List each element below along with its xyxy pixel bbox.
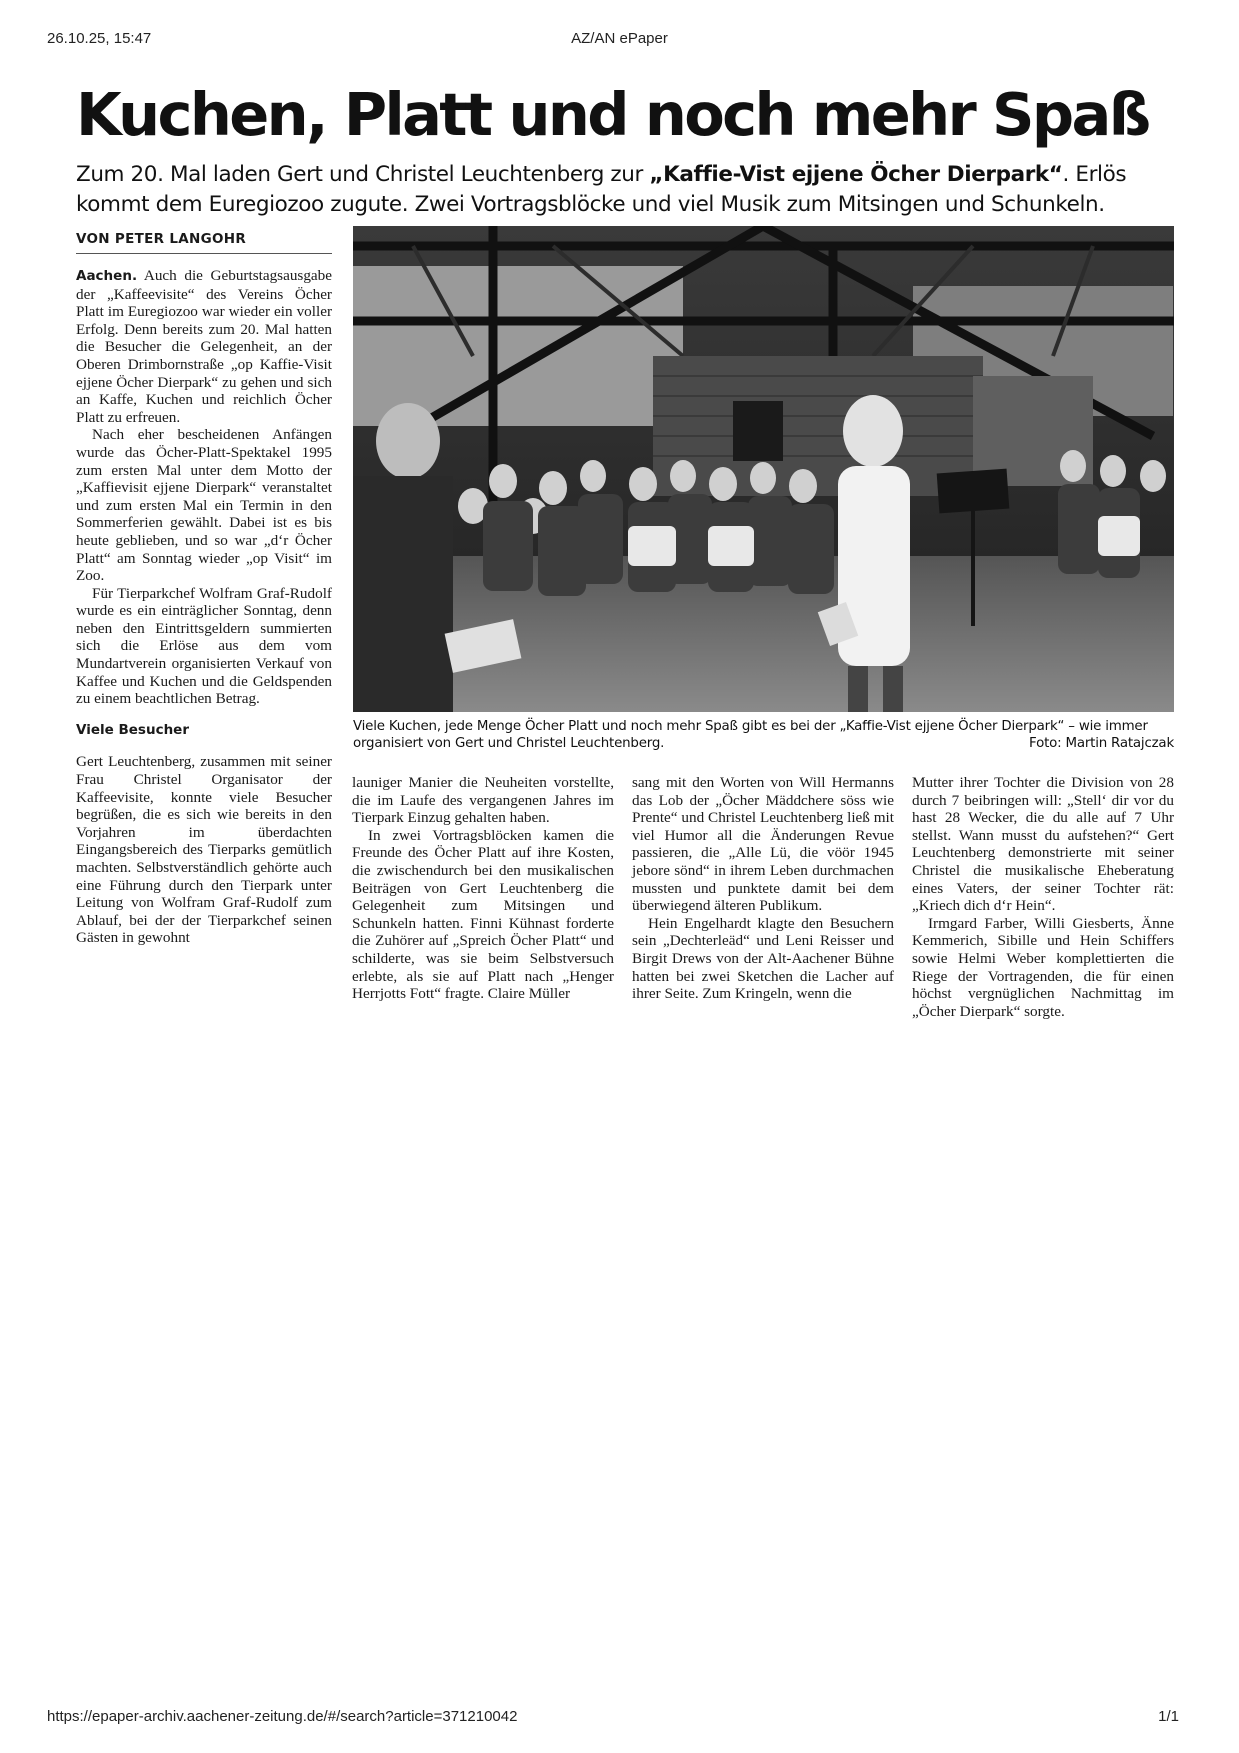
dateline: Aachen.	[76, 268, 138, 284]
subhead-event-name: „Kaffie-Vist ejjene Öcher Dierpark“	[649, 162, 1063, 187]
print-footer-page: 1/1	[1158, 1708, 1179, 1725]
article-column-3	[632, 774, 894, 1003]
photo-caption	[353, 718, 1174, 752]
print-header-site: AZ/AN ePaper	[571, 30, 668, 47]
article-column-2	[352, 774, 614, 1003]
photo-credit: Foto: Martin Ratajczak	[1029, 736, 1174, 751]
paragraph-visitors: Gert Leuchtenberg, zusammen mit seiner Frau Christel Organisator der Kaffeevisite, konnte viele Besucher begrüßen, die es sich wie bereits in den Vorjahren im überdachten Eingangsbereich des Tierparks gemütlich machten. Selbstverständlich gehörte auch eine Führung durch den Tierpark unter Leitung von Wolfram Graf-Rudolf zum Ablauf, bei der der Tierparkchef seinen Gästen in gewohnt	[76, 753, 332, 947]
print-header-datetime: 26.10.25, 15:47	[47, 30, 152, 47]
event-photo	[353, 226, 1174, 712]
paragraph-performances: In zwei Vortragsblöcken kamen die Freunde des Öcher Platt auf ihre Kosten, die zwischendurch bei den musikalischen Beiträgen von Gert Leuchtenberg die Gelegenheit zum Mitsingen und Schunkeln hatten. Finni Kühnast forderte die Zuhörer auf „Spreich Öcher Platt“ und schilderte, was sie beim Selbstversuch erlebte, als sie auf Platt nach „Henger Herrjotts Fott“ fragte. Claire Müller	[352, 826, 614, 1003]
paragraph-sketches: Hein Engelhardt klagte den Besuchern sein „Dechterleäd“ und Leni Reisser und Birgit Drews von der Alt-Aachener Bühne hatten bei zwei Sketchen die Lacher auf ihrer Seite. Zum Kringeln, wenn die	[632, 914, 894, 1003]
paragraph-sketches-continued: Mutter ihrer Tochter die Division von 28 durch 7 beibringen will: „Stell‘ dir vor du hast 28 Wecker, die du alle auf 7 Uhr stellst. Wann musst du aufstehen?“ Gert Leuchtenberg demonstrierte mit seiner Christel die musikalische Eheberatung eines Vaters, der seiner Tochter rät: „Kriech dich d‘r Hein“.	[912, 774, 1174, 915]
byline: VON PETER LANGOHR	[76, 231, 332, 254]
article-column-4	[912, 774, 1174, 1020]
paragraph-intro-text: Auch die Geburtstagsausgabe der „Kaffeevisite“ des Vereins Öcher Platt im Euregiozoo war wieder ein voller Erfolg. Denn bereits zum 20. Mal hatten die Besucher die Gelegenheit, an der Oberen Drimbornstraße „op Kaffie-Visit ejjene Öcher Dierpark“ zu gehen und sich an Kaffe, Kuchen und reichlich Öcher Platt zu erfreuen.	[76, 267, 332, 426]
subhead-text-end: . Erlös kommt dem Euregiozoo zugute. Zwei Vortragsblöcke und viel Musik zum Mitsingen und Schunkeln.	[76, 162, 1127, 217]
print-footer-url: https://epaper-archiv.aachener-zeitung.de/#/search?article=371210042	[47, 1708, 518, 1725]
paragraph-closing: Irmgard Farber, Willi Giesberts, Änne Kemmerich, Sibille und Hein Schiffers sowie Helmi Weber komplettierten die Riege der Vortragenden, die für einen höchst vergnüglichen Nachmittag im „Öcher Dierpark“ sorgte.	[912, 914, 1174, 1020]
headline: Kuchen, Platt und noch mehr Spaß	[76, 80, 1149, 149]
paragraph-intro	[76, 267, 332, 426]
paragraph-performances-continued: sang mit den Worten von Will Hermanns das Lob der „Öcher Mäddchere söss wie Prente“ und Christel Leuchtenberg ließ mit viel Humor all die Änderungen Revue passieren, die „Alle Lü, die vöör 1945 jebore sönd“ in ihrem Leben durchmachen mussten und punktete damit bei dem überwiegend älteren Publikum.	[632, 774, 894, 915]
caption-text: Viele Kuchen, jede Menge Öcher Platt und noch mehr Spaß gibt es bei der „Kaffie-Vist ejjene Öcher Dierpark“ – wie immer organisiert von Gert und Christel Leuchtenberg.	[353, 719, 1148, 751]
article-column-1	[76, 267, 332, 947]
subheadline	[76, 160, 1176, 220]
paragraph-visitors-continued: launiger Manier die Neuheiten vorstellte, die im Laufe des vergangenen Jahres im Tierpark Einzug gehalten haben.	[352, 774, 614, 827]
paragraph-proceeds: Für Tierparkchef Wolfram Graf-Rudolf wurde es ein einträglicher Sonntag, denn neben den Eintrittsgeldern summierten sich die Erlöse aus dem vom Mundartverein organisierten Verkauf von Kaffee und Kuchen und die Geldspenden zu einem beachtlichen Betrag.	[76, 584, 332, 708]
subheading: Viele Besucher	[76, 721, 189, 738]
subhead-text-start: Zum 20. Mal laden Gert und Christel Leuchtenberg zur	[76, 162, 650, 187]
paragraph-history: Nach eher bescheidenen Anfängen wurde das Öcher-Platt-Spektakel 1995 zum ersten Mal unter dem Motto der „Kaffievisit ejjene Dierpark“ veranstaltet und zum ersten Mal ein Termin in den Sommerferien gewählt. Dabei ist es bis heute geblieben, und so war „d‘r Öcher Platt“ am Sonntag wieder „op Visit“ im Zoo.	[76, 426, 332, 585]
